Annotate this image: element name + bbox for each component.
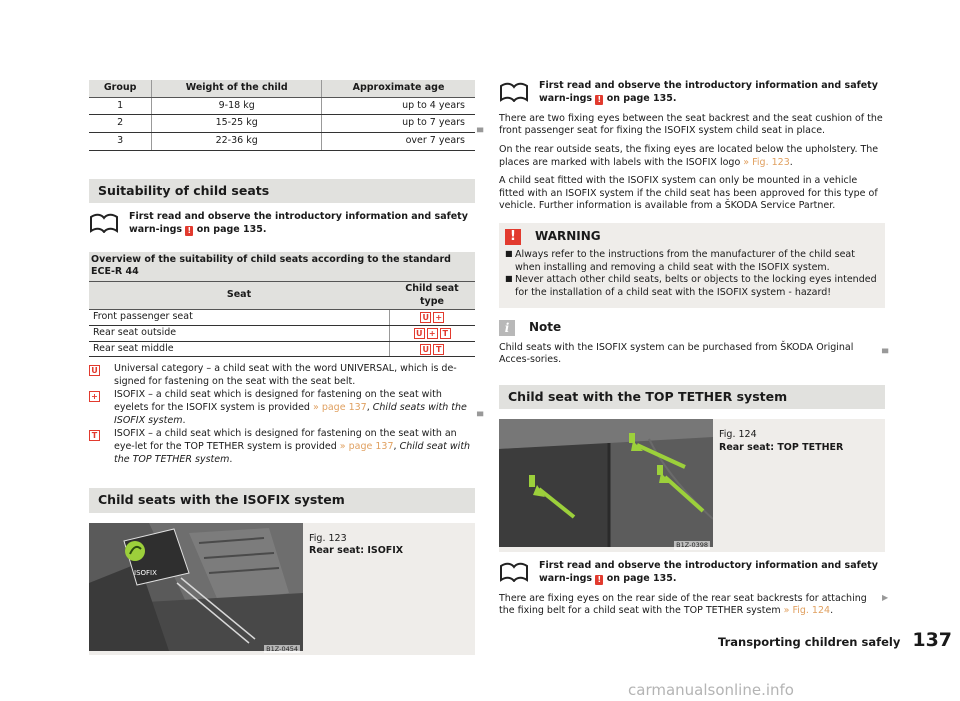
warning-icon: ! [595, 575, 603, 585]
bullet-icon: ■ [505, 249, 513, 258]
warning-icon: ! [595, 95, 603, 105]
symbol-legend [89, 363, 475, 466]
age-header: Approximate age [322, 80, 475, 97]
symbol-u: U [89, 365, 100, 376]
info-icon: i [499, 320, 515, 336]
suitability-table [89, 252, 475, 357]
legend-italic-ref: Child seat with the TOP TETHER system [114, 440, 471, 465]
symbol-plus: + [89, 391, 100, 402]
legend-text: ISOFIX – a child seat which is designed for fastening on the seat with eyelets for the ISOFIX system is provided [114, 389, 442, 413]
intro-text: First read and observe the introductory information and safety warn-ings [539, 560, 878, 584]
paragraph-text: There are fixing eyes on the rear side of the rear seat backrests for attaching the fixing belt for a child seat with the TOP TETHER system [499, 592, 867, 617]
note-text: Child seats with the ISOFIX system can be purchased from ŠKODA Original Acces-sories. [499, 341, 854, 366]
legend-text: ISOFIX – a child seat which is designed for fastening on the seat with an eye-let for the TOP TETHER system is provided [114, 428, 457, 452]
age-cell: up to 7 years [322, 115, 475, 133]
figure-caption [713, 419, 849, 552]
legend-comma: , [393, 440, 397, 452]
symbol-plus: + [433, 312, 444, 323]
figure-number: Fig. 123 [309, 532, 347, 544]
figure-number: Fig. 124 [719, 429, 757, 441]
isofix-logo-label: ISOFIX [134, 568, 157, 577]
type-header: Child seat type [389, 282, 475, 310]
warning-text: Never attach other child seats, belts or objects to the locking eyes intended for the installation of a child seat with the ISOFIX system - hazard! [515, 274, 877, 298]
age-cell: up to 4 years [322, 97, 475, 115]
symbols-cell [389, 325, 475, 341]
intro-block [89, 211, 475, 238]
legend-item [89, 363, 475, 388]
legend-period: . [182, 414, 186, 426]
intro-text: First read and observe the introductory information and safety warn-ings [129, 211, 468, 235]
paragraph-text: On the rear outside seats, the fixing eyes are located below the upholstery. The places are marked with labels with the ISOFIX logo [499, 143, 879, 168]
intro-text: First read and observe the introductory information and safety warn-ings [539, 80, 878, 104]
warning-icon: ! [505, 229, 521, 245]
figure-link[interactable]: » Fig. 123 [743, 156, 790, 168]
group-cell: 2 [89, 115, 152, 133]
symbols-cell [389, 341, 475, 357]
paragraph-end: . [830, 605, 834, 617]
figure-caption [303, 523, 409, 656]
section-end-mark: ▀ [477, 412, 484, 421]
tether-heading: Child seat with the TOP TETHER system [499, 385, 885, 410]
weight-header: Weight of the child [152, 80, 322, 97]
chapter-title: Transporting children safely [718, 635, 901, 649]
legend-italic-ref: Child seats with the ISOFIX system [114, 402, 467, 426]
page-number: 137 [912, 629, 953, 651]
table-row [89, 115, 475, 133]
tether-seat-image [499, 419, 713, 552]
table-row [89, 97, 475, 115]
table-row [89, 341, 475, 357]
symbol-u: U [414, 328, 425, 339]
page-footer [718, 628, 952, 653]
book-icon [89, 213, 119, 238]
symbol-t: T [440, 328, 451, 339]
seat-cell: Front passenger seat [89, 310, 389, 326]
bullet-icon: ■ [505, 274, 513, 284]
weight-cell: 22-36 kg [152, 132, 322, 150]
suitability-heading: Suitability of child seats [89, 179, 475, 204]
warning-text: Always refer to the instructions from the manufacturer of the child seat when installing and removing a child seat with the ISOFIX system. [515, 249, 855, 273]
section-end-mark: ▀ [882, 349, 889, 358]
right-column [499, 80, 885, 618]
symbols-cell [389, 310, 475, 326]
section-end-mark: ▀ [477, 128, 484, 137]
figure-123 [89, 523, 475, 656]
table-row [89, 325, 475, 341]
symbol-u: U [420, 344, 431, 355]
group-cell: 3 [89, 132, 152, 150]
weight-cell: 9-18 kg [152, 97, 322, 115]
warning-item [505, 249, 879, 274]
figure-title: Rear seat: ISOFIX [309, 545, 404, 557]
paragraph [499, 144, 885, 169]
legend-period: . [229, 453, 233, 465]
symbol-u: U [420, 312, 431, 323]
site-watermark: carmanualsonline.info [628, 681, 794, 699]
intro-page-ref: on page 135. [606, 92, 677, 104]
seat-cell: Rear seat middle [89, 341, 389, 357]
note-title: Note [529, 319, 562, 334]
isofix-seat-image [89, 523, 303, 656]
symbol-plus: + [427, 328, 438, 339]
legend-item [89, 389, 475, 427]
age-cell: over 7 years [322, 132, 475, 150]
legend-text: Universal category – a child seat with the word UNIVERSAL, which is de-signed for fastening on the seat with the seat belt. [114, 363, 457, 387]
figure-code: B1Z-0398 [676, 541, 708, 550]
warning-item [505, 274, 879, 299]
seat-header: Seat [89, 282, 389, 310]
paragraph: There are two fixing eyes between the seat backrest and the seat cushion of the front passenger seat for fixing the ISOFIX system child seat in place. [499, 112, 883, 137]
table-caption: Overview of the suitability of child seats according to the standard ECE-R 44 [89, 252, 475, 282]
intro-block [499, 80, 885, 107]
seat-cell: Rear seat outside [89, 325, 389, 341]
table-row [89, 132, 475, 150]
isofix-heading: Child seats with the ISOFIX system [89, 488, 475, 513]
warning-icon: ! [185, 226, 193, 236]
warning-box [499, 223, 885, 308]
legend-item [89, 428, 475, 466]
note-heading [499, 320, 885, 336]
intro-block [499, 560, 885, 587]
paragraph [499, 593, 885, 618]
book-icon [499, 562, 529, 587]
intro-page-ref: on page 135. [606, 572, 677, 584]
intro-page-ref: on page 135. [196, 223, 267, 235]
weight-cell: 15-25 kg [152, 115, 322, 133]
paragraph-end: . [789, 156, 793, 168]
group-table [89, 80, 475, 151]
figure-title: Rear seat: TOP TETHER [719, 442, 844, 453]
figure-link[interactable]: » Fig. 124 [783, 605, 831, 617]
left-column [89, 80, 475, 655]
warning-title: WARNING [535, 229, 601, 244]
figure-code: B1Z-0454 [266, 644, 298, 653]
page-link[interactable]: » page 137 [313, 402, 367, 413]
continue-arrow-icon: ▶ [882, 593, 889, 602]
figure-124 [499, 419, 885, 552]
paragraph: A child seat fitted with the ISOFIX system can only be mounted in a vehicle fitted with an ISOFIX system if the child seat has been approved for this type of vehicle. Further information is available from a ŠKODA Service Partner. [499, 175, 878, 212]
group-header: Group [89, 80, 152, 97]
page-link[interactable]: » page 137 [339, 440, 394, 452]
book-icon [499, 82, 529, 107]
symbol-t: T [89, 430, 100, 441]
table-row [89, 310, 475, 326]
symbol-t: T [433, 344, 444, 355]
group-cell: 1 [89, 97, 152, 115]
legend-comma: , [366, 402, 370, 413]
